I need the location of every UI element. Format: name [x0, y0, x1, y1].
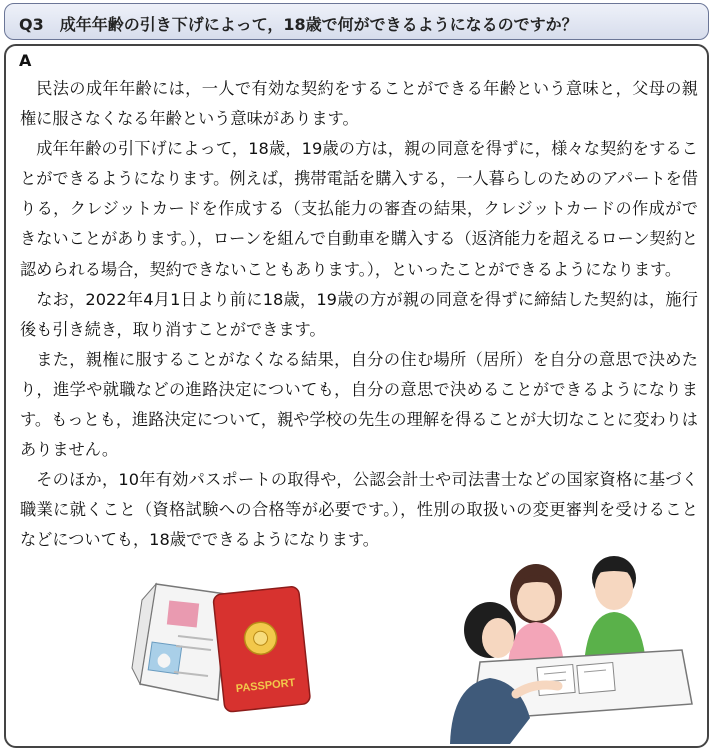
answer-body — [20, 74, 698, 556]
open-passport-booklet — [132, 584, 226, 700]
counseling-illustration — [446, 544, 696, 744]
answer-paragraph-1: 民法の成年年齢には，一人で有効な契約をすることができる年齢という意味と，父母の親権に服さなくなる年齢という意味があります。 — [20, 79, 698, 129]
passport-cover-text: PASSPORT — [235, 676, 296, 696]
question-title: Q3 成年年齢の引き下げによって，18歳で何ができるようになるのですか？ — [19, 15, 578, 34]
answer-paragraph-4: また，親権に服することがなくなる結果，自分の住む場所（居所）を自分の意思で決めたり，進学や就職などの進路決定についても，自分の意思で決めることができるようになります。もっとも，進路決定について，親や学校の先生の理解を得ることが大切なことに変わりはありません。 — [20, 349, 698, 460]
boy-figure — [584, 556, 646, 664]
passport-illustration — [118, 572, 318, 722]
answer-paragraph-5: そのほか，10年有効パスポートの取得や，公認会計士や司法書士などの国家資格に基づく職業に就くこと（資格試験への合格等が必要です。），性別の取扱いの変更審判を受けることなどについても，18歳でできるようになります。 — [20, 470, 698, 550]
red-passport — [213, 586, 311, 712]
answer-paragraph-2: 成年年齢の引下げによって，18歳，19歳の方は，親の同意を得ずに，様々な契約をすることができるようになります。例えば，携帯電話を購入する，一人暮らしのためのアパートを借りる，クレジットカードを作成する（支払能力の審査の結果，クレジットカードの作成ができないことがあります。），ローンを組んで自動車を購入する（返済能力を超えるローン契約と認められる場合，契約できないこともあります。），といったことができるようになります。 — [20, 139, 698, 279]
girl-figure — [508, 564, 564, 664]
question-bar — [4, 3, 709, 40]
answer-paragraph-3: なお，2022年4月1日より前に18歳，19歳の方が親の同意を得ずに締結した契約は，施行後も引き続き，取り消すことができます。 — [20, 289, 698, 339]
answer-label: A — [19, 51, 32, 70]
